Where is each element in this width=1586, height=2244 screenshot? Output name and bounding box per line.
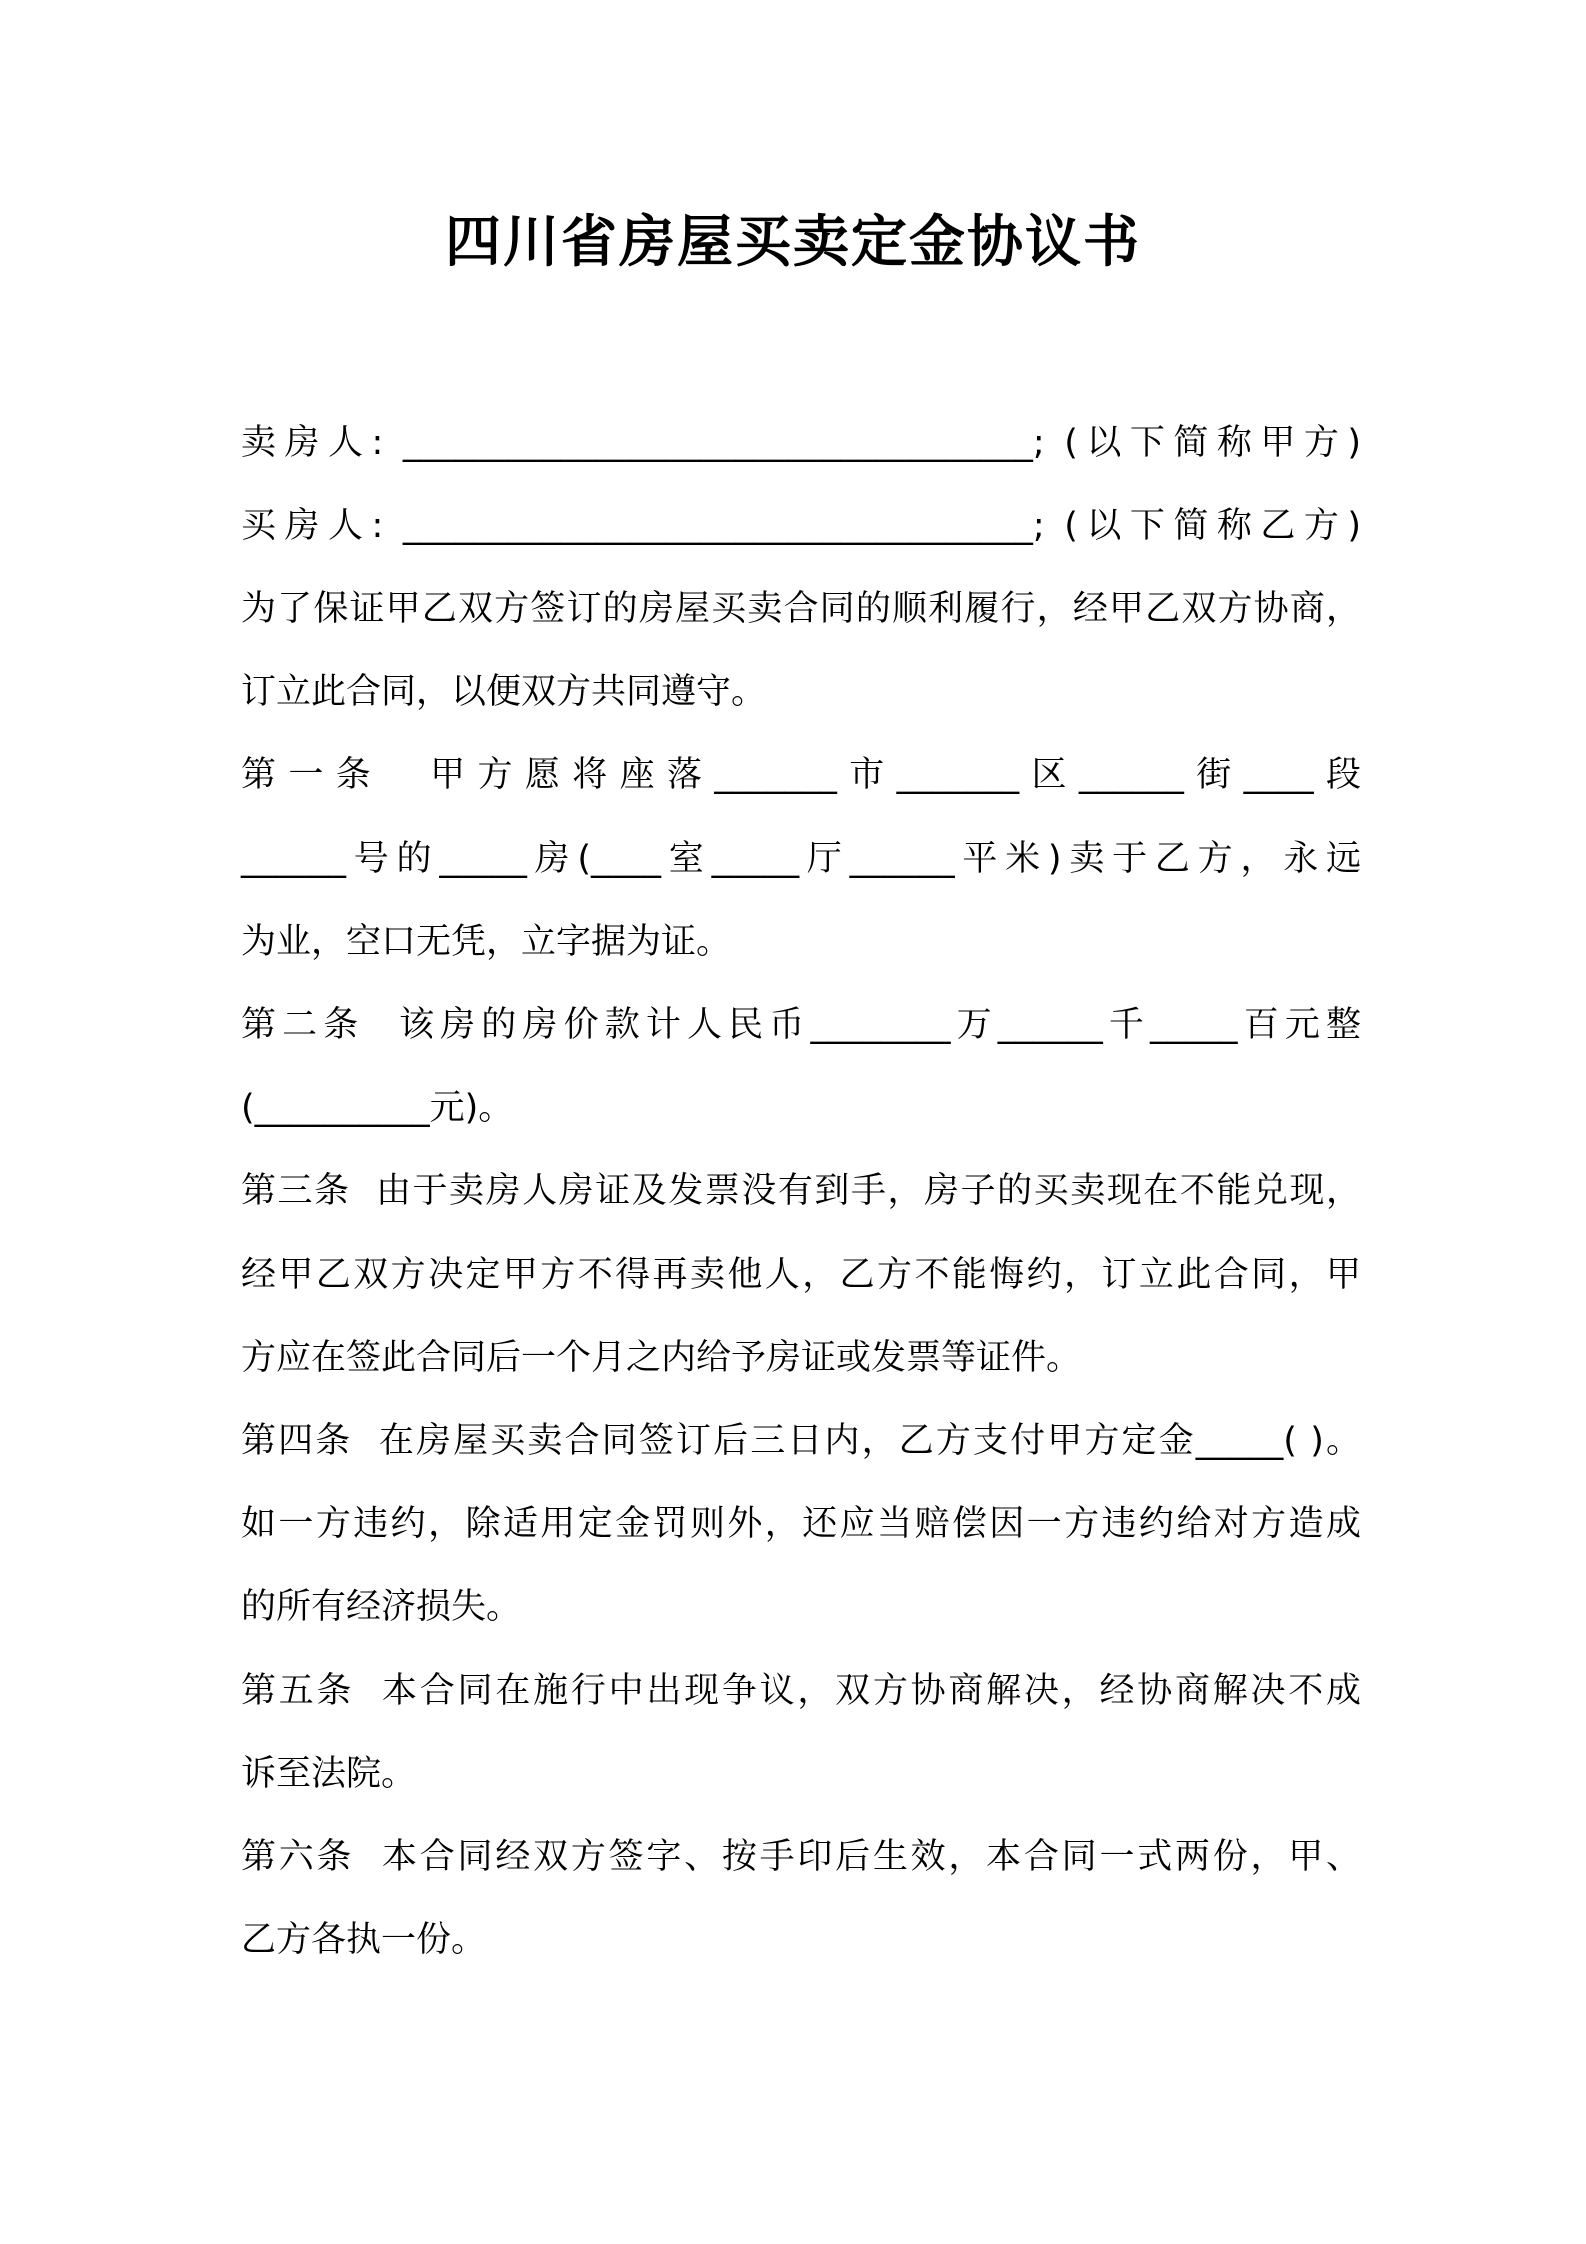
article-2-line-2: (__________元)。: [241, 1088, 514, 1128]
article-5-line-1: 第五条 本合同在施行中出现争议，双方协商解决，经协商解决不成: [241, 1671, 1361, 1711]
article-3-line-3: 方应在签此合同后一个月之内给予房证或发票等证件。: [241, 1338, 1082, 1378]
document-title: 四川省房屋买卖定金协议书: [445, 210, 1141, 275]
article-1-line-1: 第一条 甲方愿将座落_______市_______区______街____段: [241, 755, 1361, 795]
preamble-line-2: 订立此合同，以便双方共同遵守。: [241, 672, 767, 712]
article-3-line-1: 第三条 由于卖房人房证及发票没有到手，房子的买卖现在不能兑现，: [241, 1171, 1361, 1211]
article-2-line-1: 第二条 该房的房价款计人民币________万______千_____百元整: [241, 1005, 1361, 1045]
article-5-line-2: 诉至法院。: [241, 1754, 417, 1794]
article-3-line-2: 经甲乙双方决定甲方不得再卖他人，乙方不能悔约，订立此合同，甲: [241, 1255, 1361, 1295]
seller-line: 卖房人: ____________________________________; (以下简称甲方): [241, 423, 1361, 463]
buyer-line: 买房人: ____________________________________; (以下简称乙方): [241, 506, 1361, 546]
preamble-line-1: 为了保证甲乙双方签订的房屋买卖合同的顺利履行，经甲乙双方协商，: [241, 589, 1361, 629]
article-4-line-2: 如一方违约，除适用定金罚则外，还应当赔偿因一方违约给对方造成: [241, 1504, 1361, 1544]
article-1-line-2: ______号的_____房(____室_____厅______平米)卖于乙方，永远: [241, 839, 1361, 879]
article-6-line-1: 第六条 本合同经双方签字、按手印后生效，本合同一式两份，甲、: [241, 1837, 1361, 1877]
article-4-line-1: 第四条 在房屋买卖合同签订后三日内，乙方支付甲方定金_____( )。: [241, 1421, 1361, 1461]
article-4-line-3: 的所有经济损失。: [241, 1587, 522, 1627]
article-6-line-2: 乙方各执一份。: [241, 1920, 487, 1960]
article-1-line-3: 为业，空口无凭，立字据为证。: [241, 922, 732, 962]
